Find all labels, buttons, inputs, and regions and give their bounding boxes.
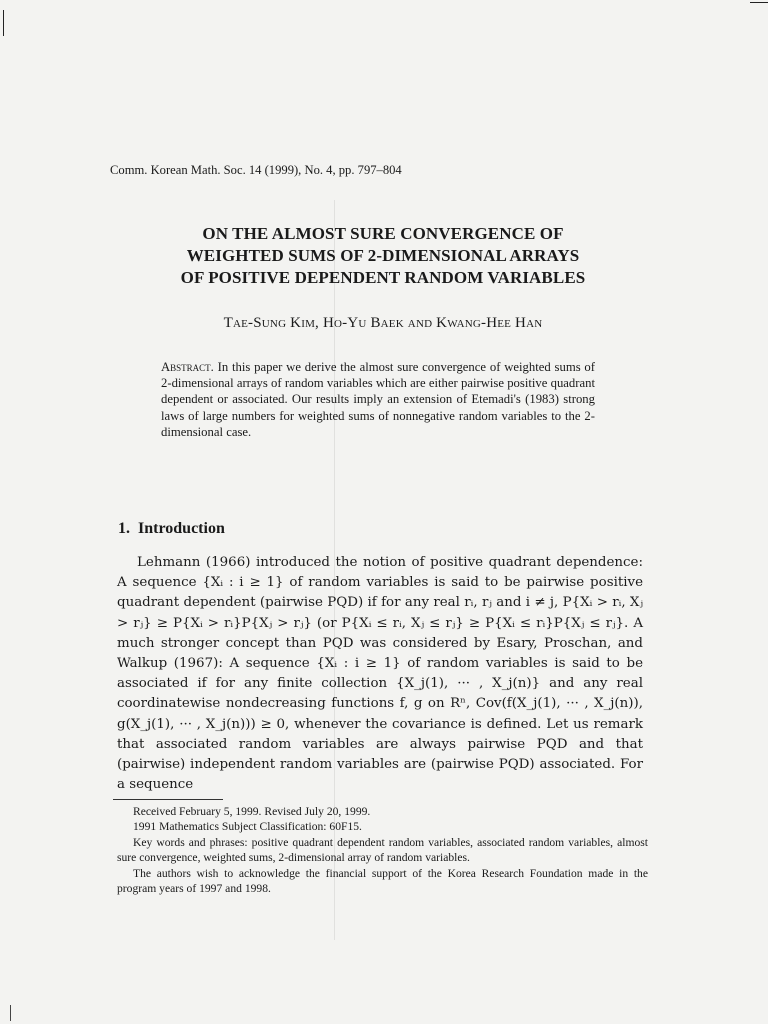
footnote-acknowledgment: The authors wish to acknowledge the financial support of the Korea Research Foundation made in the program years of 1997 and 1998. — [117, 866, 648, 896]
footnote-keywords: Key words and phrases: positive quadrant dependent random variables, associated random variables, almost sure convergence, weighted sums, 2-dimensional array of random variables. — [117, 835, 648, 865]
body-paragraph: Lehmann (1966) introduced the notion of positive quadrant dependence: A sequence {Xᵢ : i ≥ 1} of random variables is said to be pairwise positive quadrant dependent (pairwise PQD) if for any real rᵢ, rⱼ and i ≠ j, P{Xᵢ > rᵢ, Xⱼ > rⱼ} ≥ P{Xᵢ > rᵢ}P{Xⱼ > rⱼ} (or P{Xᵢ ≤ rᵢ, Xⱼ ≤ rⱼ} ≥ P{Xᵢ ≤ rᵢ}P{Xⱼ ≤ rⱼ}. A much stronger concept than PQD was considered by Esary, Proschan, and Walkup (1967): A sequence {Xᵢ : i ≥ 1} of random variables is said to be associated if for any finite collection {X_j(1), ··· , X_j(n)} and any real coordinatewise nondecreasing functions f, g on Rⁿ, Cov(f(X_j(1), ··· , X_j(n)), g(X_j(1), ··· , X_j(n))) ≥ 0, whenever the covariance is defined. Let us remark that associated random variables are always pairwise PQD and that (pairwise) independent random variables are (pairwise PQD) associated. For a sequence — [117, 555, 643, 793]
scan-edge-mark — [750, 2, 768, 3]
abstract — [161, 359, 595, 440]
footnote-divider — [113, 799, 223, 800]
scan-edge-mark — [10, 1005, 11, 1021]
footnote-received: Received February 5, 1999. Revised July 20, 1999. — [133, 805, 371, 818]
title-line: ON THE ALMOST SURE CONVERGENCE OF — [202, 224, 564, 243]
section-title: Introduction — [138, 520, 225, 537]
footnotes — [117, 804, 648, 896]
abstract-text: In this paper we derive the almost sure convergence of weighted sums of 2-dimensional arrays of random variables which are either pairwise positive quadrant dependent or associated. Our results imply an extension of Etemadi's (1983) strong laws of large numbers for weighted sums of nonnegative random variables to the 2-dimensional case. — [161, 360, 596, 439]
paper-title — [110, 223, 656, 289]
author-list: Tae-Sung Kim, Ho-Yu Baek and Kwang-Hee Han — [223, 315, 543, 331]
journal-citation: Comm. Korean Math. Soc. 14 (1999), No. 4, pp. 797–804 — [110, 163, 402, 177]
title-line: OF POSITIVE DEPENDENT RANDOM VARIABLES — [180, 268, 586, 287]
section-number: 1. — [118, 520, 130, 537]
footnote-classification: 1991 Mathematics Subject Classification: 60F15. — [133, 820, 362, 834]
body-text — [117, 553, 643, 795]
section-heading — [118, 520, 225, 538]
scan-edge-mark — [3, 10, 4, 36]
title-line: WEIGHTED SUMS OF 2-DIMENSIONAL ARRAYS — [186, 246, 580, 265]
abstract-label: Abstract. — [161, 360, 214, 374]
